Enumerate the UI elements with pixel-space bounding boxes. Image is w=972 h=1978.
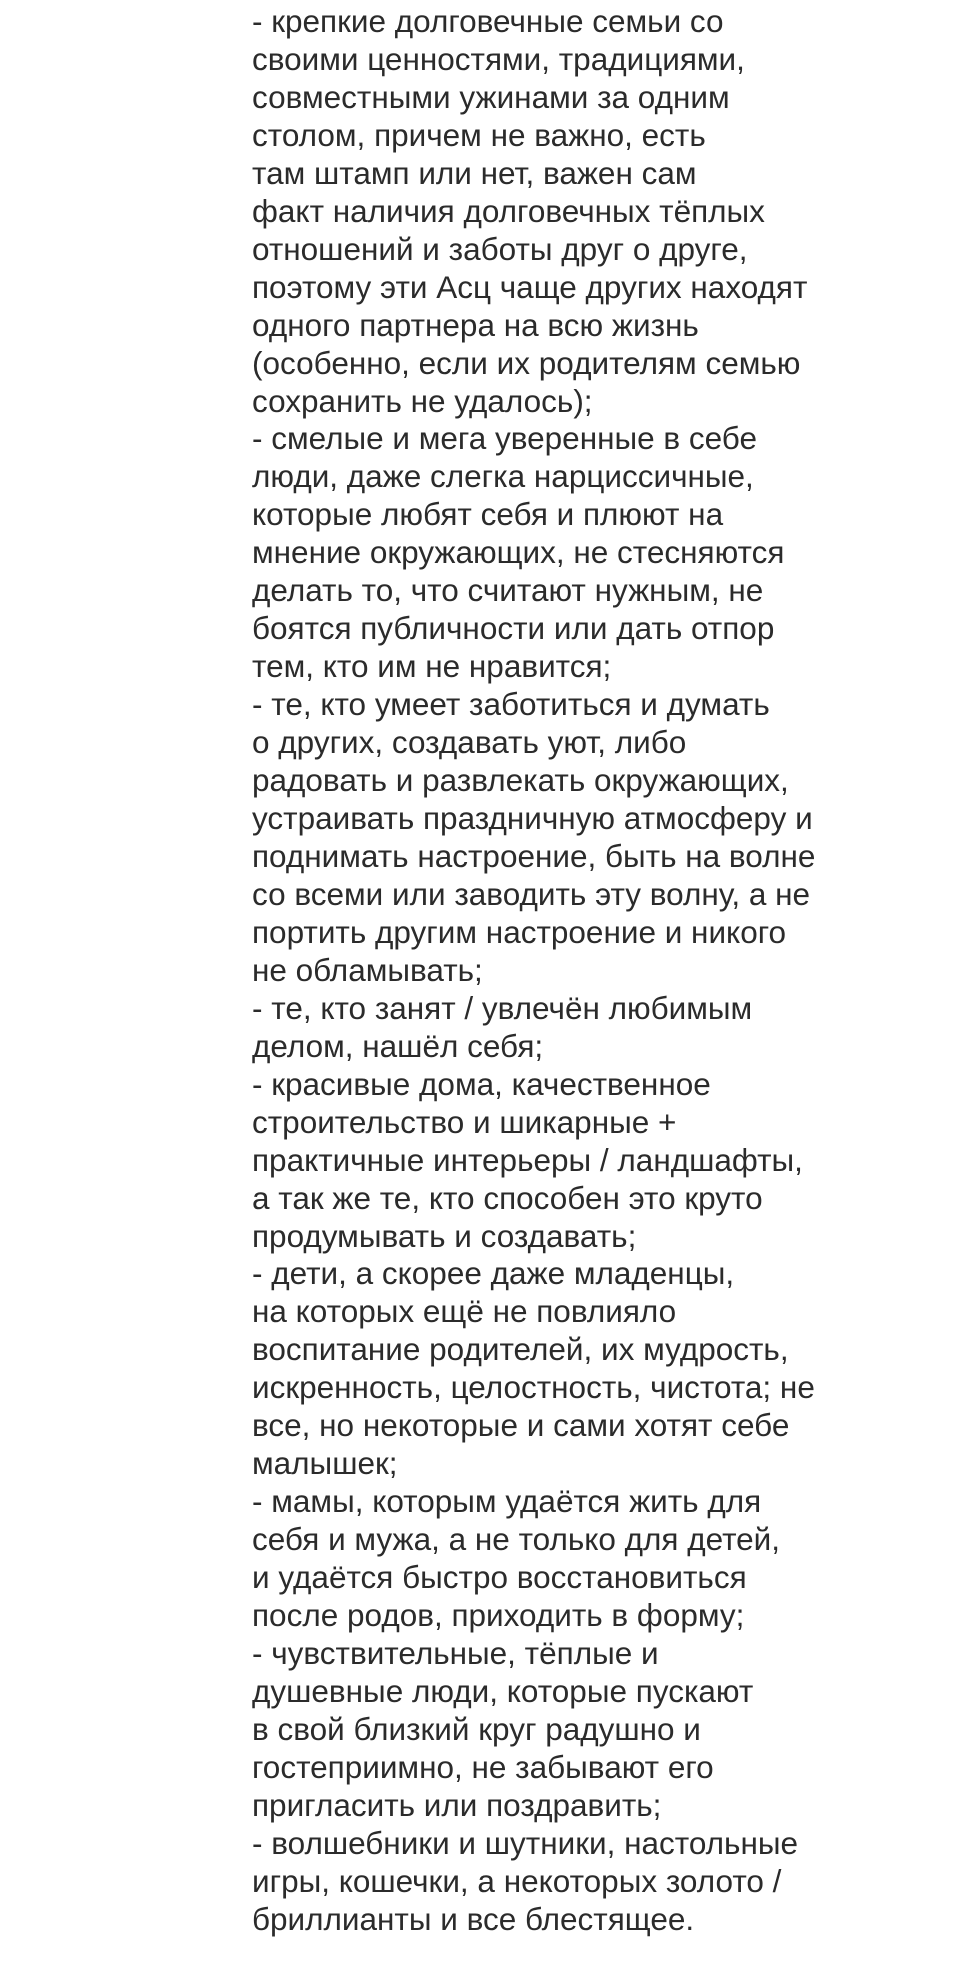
text-line: устраивать праздничную атмосферу и — [252, 800, 813, 837]
text-line: все, но некоторые и сами хотят себе — [252, 1407, 790, 1444]
text-line: совместными ужинами за одним — [252, 78, 730, 115]
text-line: - те, кто занят / увлечён любимым — [252, 989, 753, 1026]
text-line: малышек; — [252, 1445, 398, 1482]
text-line: о других, создавать уют, либо — [252, 724, 687, 761]
text-line: на которых ещё не повлияло — [252, 1293, 677, 1330]
text-line: поэтому эти Асц чаще других находят — [252, 268, 808, 305]
text-line: радовать и развлекать окружающих, — [252, 762, 789, 799]
text-line: - мамы, которым удаётся жить для — [252, 1483, 762, 1520]
text-line: факт наличия долговечных тёплых — [252, 192, 765, 229]
text-line: столом, причем не важно, есть — [252, 116, 706, 153]
text-line: мнение окружающих, не стесняются — [252, 534, 785, 571]
text-line: делом, нашёл себя; — [252, 1027, 544, 1064]
text-line: - смелые и мега уверенные в себе — [252, 420, 757, 457]
text-line: портить другим настроение и никого — [252, 913, 787, 950]
text-line: себя и мужа, а не только для детей, — [252, 1521, 781, 1558]
text-line: - крепкие долговечные семьи со — [252, 3, 724, 39]
text-line: пригласить или поздравить; — [252, 1786, 662, 1823]
text-line: душевные люди, которые пускают — [252, 1672, 754, 1709]
text-line: бриллианты и все блестящее. — [252, 1900, 695, 1937]
text-line: которые любят себя и плюют на — [252, 496, 724, 533]
text-line: практичные интерьеры / ландшафты, — [252, 1141, 803, 1178]
text-line: строительство и шикарные + — [252, 1103, 677, 1140]
text-line: (особенно, если их родителям семью — [252, 344, 801, 381]
text-line: своими ценностями, традициями, — [252, 40, 745, 77]
text-line: отношений и заботы друг о друге, — [252, 230, 748, 267]
text-line: тем, кто им не нравится; — [252, 648, 612, 685]
text-line: люди, даже слегка нарциссичные, — [252, 458, 754, 495]
text-line: сохранить не удалось); — [252, 382, 593, 419]
text-line: - красивые дома, качественное — [252, 1065, 711, 1102]
text-line: игры, кошечки, а некоторых золото / — [252, 1862, 782, 1899]
text-line: продумывать и создавать; — [252, 1217, 637, 1254]
text-line: не обламывать; — [252, 951, 483, 988]
text-line: - чувствительные, тёплые и — [252, 1634, 659, 1671]
text-line: поднимать настроение, быть на волне — [252, 837, 816, 874]
text-line: воспитание родителей, их мудрость, — [252, 1331, 789, 1368]
text-line: гостеприимно, не забывают его — [252, 1748, 714, 1785]
text-line: боятся публичности или дать отпор — [252, 610, 775, 647]
text-line: - волшебники и шутники, настольные — [252, 1824, 799, 1861]
text-line: со всеми или заводить эту волну, а не — [252, 875, 811, 912]
document-text — [252, 3, 815, 1939]
text-line: искренность, целостность, чистота; не — [252, 1369, 815, 1406]
text-line: там штамп или нет, важен сам — [252, 154, 697, 191]
text-line: делать то, что считают нужным, не — [252, 572, 764, 609]
text-line: и удаётся быстро восстановиться — [252, 1559, 747, 1596]
text-line: - дети, а скорее даже младенцы, — [252, 1255, 735, 1292]
text-line: в свой близкий круг радушно и — [252, 1710, 701, 1747]
text-line: а так же те, кто способен это круто — [252, 1179, 763, 1216]
text-line: одного партнера на всю жизнь — [252, 306, 699, 343]
text-line: - те, кто умеет заботиться и думать — [252, 686, 770, 723]
text-line: после родов, приходить в форму; — [252, 1597, 745, 1634]
